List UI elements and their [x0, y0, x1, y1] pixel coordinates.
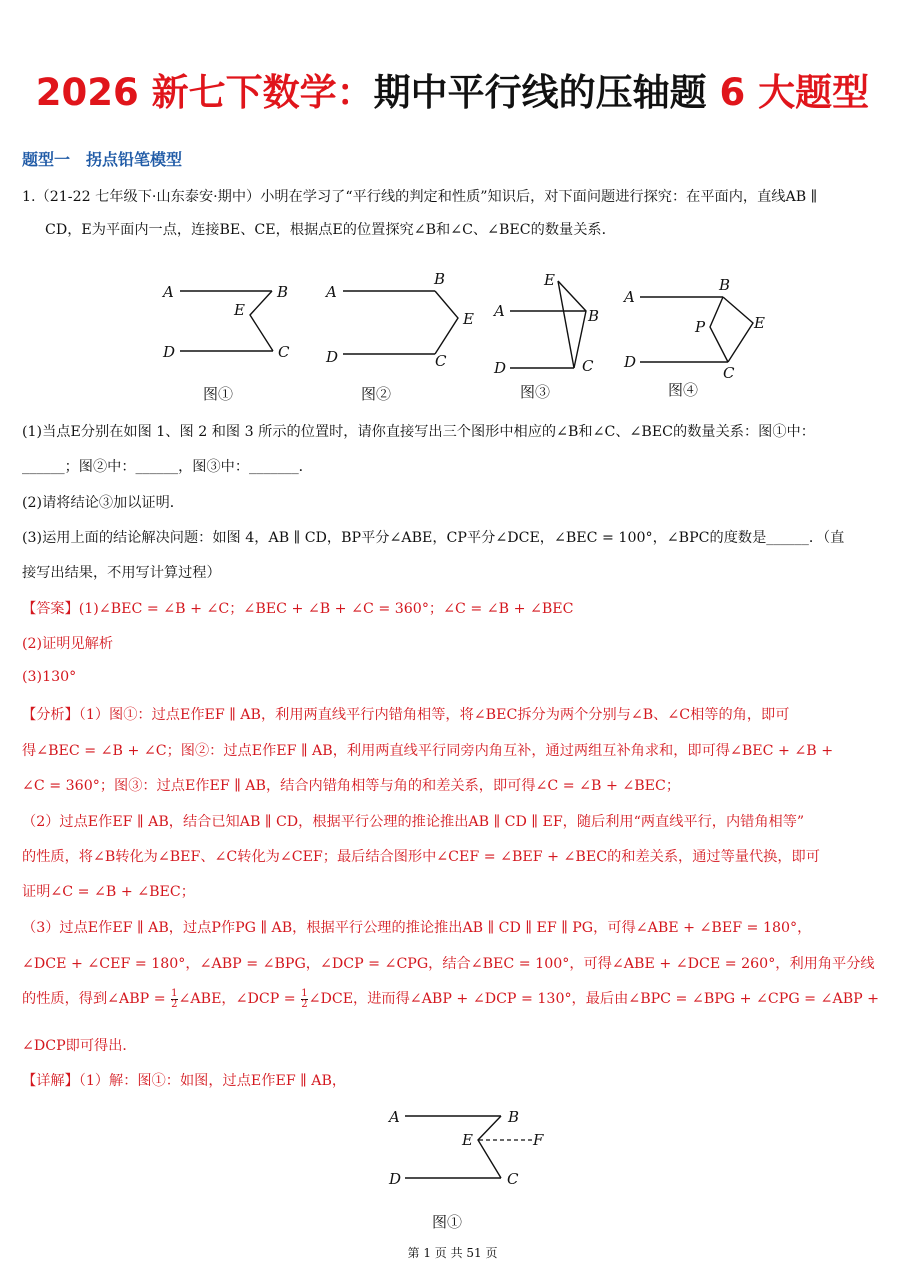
fig4-label-a: A: [624, 288, 635, 306]
fig1-label-b: B: [277, 283, 289, 301]
fig5-label-d: D: [389, 1170, 402, 1188]
question-1-line-1: (1)当点E分别在如图 1、图 2 和图 3 所示的位置时，请你直接写出三个图形中相应的∠B和∠C、∠BEC的数量关系：图①中：: [22, 424, 815, 440]
fig1-label-c: C: [278, 343, 290, 361]
figure-2: [318, 268, 488, 373]
fig4-label-d: D: [624, 353, 637, 371]
fig3-label-c: C: [582, 357, 594, 375]
fig2-label-c: C: [435, 352, 447, 370]
figure-1: [155, 270, 305, 370]
fig2-label-e: E: [463, 310, 474, 328]
figure-3: [488, 265, 613, 375]
page-title: 2026 新七下数学：期中平行线的压轴题 6 大题型: [35, 71, 870, 114]
problem-line-2: CD，E为平面内一点，连接BE、CE，根据点E的位置探究∠B和∠C、∠BEC的数量关系．: [45, 222, 616, 238]
fig3-label-a: A: [494, 302, 505, 320]
section-heading: 题型一 拐点铅笔模型: [22, 150, 183, 169]
answer-1: 【答案】(1)∠BEC = ∠B + ∠C；∠BEC + ∠B + ∠C = 360°；∠C = ∠B + ∠BEC: [22, 601, 574, 617]
fig1-caption: 图①: [203, 385, 234, 403]
analysis-line-4: （2）过点E作EF ∥ AB，结合已知AB ∥ CD，根据平行公理的推论推出AB ∥ CD ∥ EF，随后利用“两直线平行，内错角相等”: [22, 814, 805, 830]
fig5-label-c: C: [507, 1170, 519, 1188]
analysis-line-2: 得∠BEC = ∠B + ∠C；图②：过点E作EF ∥ AB，利用两直线平行同旁内角互补，通过两组互补角求和，即可得∠BEC + ∠B +: [22, 743, 834, 759]
analysis-line-9: 的性质，得到∠ABP = $\frac{1}{2}$ ∠ABE，∠DCP = $\frac{1}{2}$ ∠DCE，进而得∠ABP + ∠DCP = 130°，最后由∠BPC = ∠BPG + ∠CPG = ∠ABP +: [22, 987, 880, 1010]
fig2-label-b: B: [434, 270, 446, 288]
analysis-line-7: （3）过点E作EF ∥ AB，过点P作PG ∥ AB，根据平行公理的推论推出AB ∥ CD ∥ EF ∥ PG，可得∠ABE + ∠BEF = 180°，: [22, 920, 812, 936]
fig3-caption: 图③: [520, 383, 551, 401]
fig5-label-b: B: [508, 1108, 520, 1126]
analysis-line-8: ∠DCE + ∠CEF = 180°，∠ABP = ∠BPG，∠DCP = ∠CPG，结合∠BEC = 100°，可得∠ABE + ∠DCE = 260°，利用角平分线: [22, 956, 875, 972]
question-3-line-2: 接写出结果，不用写计算过程）: [22, 565, 221, 581]
fig3-label-d: D: [494, 359, 507, 375]
answer-2: (2)证明见解析: [22, 636, 114, 652]
problem-line-1: 1.（21-22 七年级下·山东泰安·期中）小明在学习了“平行线的判定和性质”知识后，对下面问题进行探究：在平面内，直线AB ∥: [22, 189, 818, 205]
analysis-line-6: 证明∠C = ∠B + ∠BEC；: [22, 884, 195, 900]
page-footer: 第 1 页 共 51 页: [407, 1246, 498, 1260]
analysis-line-5: 的性质，将∠B转化为∠BEF、∠C转化为∠CEF；最后结合图形中∠CEF = ∠BEF + ∠BEC的和差关系，通过等量代换，即可: [22, 849, 820, 865]
fig1-label-d: D: [163, 343, 176, 361]
fig4-label-b: B: [719, 276, 731, 294]
fraction-half-1: $\frac{1}{2}$: [171, 987, 178, 1010]
fig5-label-f: F: [533, 1131, 544, 1149]
analysis-line-10: ∠DCP即可得出．: [22, 1038, 137, 1054]
fig5-caption: 图①: [432, 1213, 463, 1231]
figure-solution: [383, 1102, 553, 1197]
fig3-label-b: B: [588, 307, 600, 325]
fig4-label-e: E: [754, 314, 765, 332]
fig4-label-p: P: [695, 318, 706, 336]
analysis-line-1: 【分析】（1）图①：过点E作EF ∥ AB，利用两直线平行内错角相等，将∠BEC拆分为两个分别与∠B、∠C相等的角，即可: [22, 707, 790, 723]
fig4-caption: 图④: [668, 381, 699, 399]
fig2-label-d: D: [326, 348, 339, 366]
answer-3: (3)130°: [22, 669, 77, 685]
figure-4: [620, 270, 780, 382]
fig5-label-e: E: [462, 1131, 473, 1149]
fig3-label-e: E: [544, 271, 555, 289]
fig2-label-a: A: [326, 283, 337, 301]
fig2-caption: 图②: [361, 385, 392, 403]
analysis-line-3: ∠C = 360°；图③：过点E作EF ∥ AB，结合内错角相等与角的和差关系，即可得∠C = ∠B + ∠BEC；: [22, 778, 681, 794]
fig4-label-c: C: [723, 364, 735, 382]
question-2: (2)请将结论③加以证明．: [22, 495, 184, 511]
detail-line: 【详解】（1）解：图①：如图，过点E作EF ∥ AB，: [22, 1073, 347, 1089]
fig5-label-a: A: [389, 1108, 400, 1126]
question-3-line-1: (3)运用上面的结论解决问题：如图 4，AB ∥ CD，BP平分∠ABE，CP平分∠DCE，∠BEC = 100°，∠BPC的度数是______．（直: [22, 530, 845, 546]
question-1-line-2: ______；图②中：______，图③中：_______．: [22, 459, 313, 475]
fig1-label-e: E: [234, 301, 245, 319]
fraction-half-2: $\frac{1}{2}$: [301, 987, 308, 1010]
fig1-label-a: A: [163, 283, 174, 301]
